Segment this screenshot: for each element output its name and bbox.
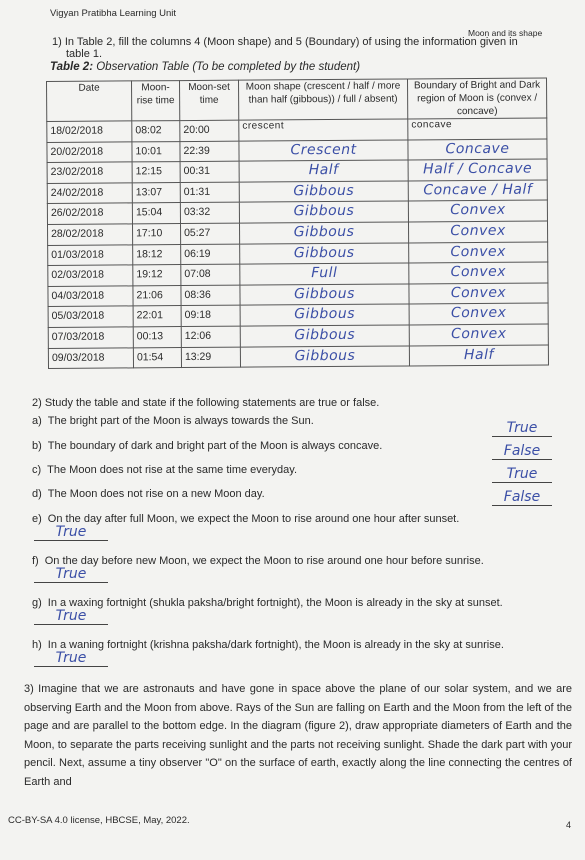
statement-text: The bright part of the Moon is always towards the Sun.: [47, 415, 314, 427]
cell-moonrise: 00:13: [133, 326, 181, 347]
cell-date: 09/03/2018: [48, 347, 133, 368]
cell-moon-shape: [240, 304, 409, 326]
cell-date: 01/03/2018: [48, 244, 133, 265]
header-moonset: Moon-set time: [180, 80, 239, 120]
cell-boundary: [408, 200, 547, 222]
statement-label: f): [32, 555, 39, 567]
table-caption-text: Observation Table (To be completed by the student): [93, 61, 361, 73]
cell-boundary: [408, 139, 547, 161]
cell-moon-shape-handwritten: Gibbous: [294, 326, 356, 344]
cell-moonset: 00:31: [180, 161, 239, 182]
cell-boundary-handwritten: Convex: [450, 202, 506, 219]
statement-h: [32, 638, 572, 652]
cell-moon-shape-handwritten: Full: [311, 265, 338, 282]
cell-moon-shape-printed: crescent: [242, 120, 285, 132]
table-caption: [50, 61, 360, 73]
statement-a: [32, 414, 572, 428]
cell-moonrise: 13:07: [132, 182, 180, 203]
table-row: [48, 345, 548, 369]
cell-boundary-handwritten: Convex: [450, 263, 507, 281]
cell-boundary-handwritten: Convex: [450, 243, 506, 260]
cell-boundary-printed: concave: [411, 119, 453, 131]
cell-moonrise: 08:02: [132, 121, 180, 142]
statement-text: On the day after full Moon, we expect the Moon to rise around one hour after sunset.: [47, 513, 460, 525]
cell-boundary-handwritten: Concave / Half: [423, 181, 533, 199]
license-footer: CC-BY-SA 4.0 license, HBCSE, May, 2022.: [8, 815, 190, 826]
cell-boundary-handwritten: Convex: [450, 305, 507, 322]
cell-moon-shape-handwritten: Gibbous: [294, 347, 356, 364]
cell-date: 02/03/2018: [48, 265, 133, 286]
statement-d: [32, 487, 572, 501]
answer-a: True: [492, 420, 552, 437]
statement-text: In a waxing fortnight (shukla paksha/bright fortnight), the Moon is already in the sky at sunset.: [47, 597, 503, 609]
header-boundary: Boundary of Bright and Dark region of Moon is (convex / concave): [407, 78, 546, 119]
cell-moonrise: 19:12: [133, 265, 181, 286]
cell-boundary: [409, 242, 548, 264]
answer-f: True: [34, 566, 108, 583]
cell-moonset: 07:08: [181, 264, 240, 285]
cell-moonrise: 15:04: [132, 203, 180, 224]
cell-moonrise: 12:15: [132, 162, 180, 183]
cell-moon-shape-handwritten: Gibbous: [293, 223, 355, 241]
cell-moon-shape-handwritten: Crescent: [290, 141, 357, 158]
cell-moonset: 03:32: [180, 203, 239, 224]
cell-boundary: [409, 262, 548, 284]
answer-d: False: [492, 489, 552, 506]
cell-boundary-handwritten: Half: [463, 346, 494, 363]
page-number: 4: [566, 820, 572, 830]
cell-moonset: 08:36: [181, 285, 240, 306]
cell-moon-shape: [240, 325, 409, 347]
header-moon-shape: Moon shape (crescent / half / more than half (gibbous)) / full / absent): [238, 79, 407, 120]
cell-boundary: [409, 283, 548, 305]
cell-boundary: [409, 324, 548, 346]
cell-moonrise: 22:01: [133, 306, 181, 327]
cell-moon-shape: [239, 140, 408, 162]
cell-boundary: [409, 345, 548, 367]
org-name: Vigyan Pratibha Learning Unit: [50, 8, 177, 19]
cell-moon-shape-handwritten: Gibbous: [294, 306, 356, 323]
cell-date: 24/02/2018: [47, 183, 132, 204]
cell-date: 04/03/2018: [48, 286, 133, 307]
cell-moonrise: 18:12: [133, 244, 181, 265]
statement-label: d): [32, 488, 42, 500]
cell-moon-shape: [240, 243, 409, 265]
cell-moon-shape: [240, 346, 409, 368]
cell-moonset: 05:27: [180, 223, 239, 244]
header-moonrise: Moon-rise time: [132, 81, 180, 121]
cell-moonset: 01:31: [180, 182, 239, 203]
statement-f: [32, 554, 572, 568]
statement-label: b): [32, 440, 42, 452]
cell-moonrise: 17:10: [132, 224, 180, 245]
header-date: Date: [47, 81, 132, 122]
cell-date: 05/03/2018: [48, 306, 133, 327]
cell-boundary: [408, 221, 547, 243]
statement-label: h): [32, 639, 42, 651]
cell-moon-shape-handwritten: Gibbous: [293, 203, 355, 220]
cell-date: 18/02/2018: [47, 121, 132, 142]
cell-boundary: [409, 303, 548, 325]
question-2-intro: 2) Study the table and state if the following statements are true or false.: [32, 397, 380, 409]
cell-moonset: 13:29: [181, 347, 240, 368]
statement-text: The Moon does not rise on a new Moon day.: [47, 488, 265, 500]
statement-b: [32, 439, 572, 453]
cell-moon-shape-handwritten: Gibbous: [293, 244, 355, 261]
cell-boundary-handwritten: Concave: [445, 140, 510, 157]
observation-table: [46, 78, 549, 370]
cell-moonrise: 10:01: [132, 141, 180, 162]
cell-moon-shape-handwritten: Gibbous: [294, 285, 355, 303]
cell-moon-shape: [239, 201, 408, 223]
answer-g: True: [34, 608, 108, 625]
cell-date: 20/02/2018: [47, 141, 132, 162]
table-caption-label: Table 2:: [50, 61, 94, 73]
cell-moon-shape-handwritten: Half: [308, 162, 339, 179]
cell-boundary-handwritten: Half / Concave: [423, 160, 533, 178]
cell-date: 28/02/2018: [48, 224, 133, 245]
cell-moonrise: 01:54: [133, 347, 181, 368]
cell-moonset: 20:00: [180, 120, 239, 141]
cell-date: 07/03/2018: [48, 327, 133, 348]
question-1-line1: 1) In Table 2, fill the columns 4 (Moon shape) and 5 (Boundary) of using the information given in: [52, 36, 518, 48]
cell-boundary-handwritten: Convex: [450, 222, 506, 240]
cell-moon-shape: [239, 181, 408, 203]
cell-moonset: 06:19: [181, 244, 240, 265]
question-3-text: 3) Imagine that we are astronauts and have gone in space above the plane of our solar system, and we are observing Earth and the Moon from above. Rays of the Sun are falling on Earth and the Moon from the left of the page and are parallel to the bottom edge. In the diagram (figure 2), draw appropriate diameters of Earth and the Moon, to separate the parts receiving sunlight and the parts not receiving sunlight. Shade the dark part with your pencil. Next, assume a tiny observer "O" on the surface of earth, exactly along the line connecting the centres of Earth and: [24, 683, 572, 788]
answer-h: True: [34, 650, 108, 667]
statement-text: On the day before new Moon, we expect the Moon to rise around one hour before sunrise.: [44, 555, 484, 567]
statement-label: a): [32, 415, 42, 427]
cell-date: 26/02/2018: [47, 203, 132, 224]
statement-label: e): [32, 513, 42, 525]
cell-boundary: [408, 159, 547, 181]
cell-boundary-handwritten: Convex: [451, 325, 507, 343]
statement-text: The Moon does not rise at the same time everyday.: [47, 464, 298, 476]
answer-b: False: [492, 443, 552, 460]
cell-date: 23/02/2018: [47, 162, 132, 183]
table-header-row: [47, 78, 547, 121]
cell-moonrise: 21:06: [133, 285, 181, 306]
statement-label: c): [32, 464, 42, 476]
cell-moon-shape: [240, 284, 409, 306]
cell-moon-shape: [239, 222, 408, 244]
question-1-line2: table 1.: [66, 48, 103, 60]
statement-label: g): [32, 597, 42, 609]
statement-text: The boundary of dark and bright part of the Moon is always concave.: [47, 440, 383, 452]
statement-c: [32, 463, 572, 477]
cell-moonset: 09:18: [181, 305, 240, 326]
cell-boundary-handwritten: Convex: [450, 284, 507, 301]
cell-moon-shape-handwritten: Gibbous: [293, 182, 355, 200]
cell-moon-shape: [240, 263, 409, 285]
cell-moon-shape: [239, 119, 408, 141]
cell-boundary: [408, 118, 547, 140]
statement-text: In a waning fortnight (krishna paksha/dark fortnight), the Moon is already in the sky at sunrise.: [47, 639, 504, 651]
cell-moonset: 22:39: [180, 141, 239, 162]
statement-e: [32, 512, 572, 526]
cell-boundary: [408, 180, 547, 202]
answer-e: True: [34, 524, 108, 541]
cell-moonset: 12:06: [181, 326, 240, 347]
cell-moon-shape: [239, 160, 408, 182]
answer-c: True: [492, 466, 552, 483]
unit-title: Moon and its shape: [468, 28, 543, 38]
statement-g: [32, 596, 572, 610]
